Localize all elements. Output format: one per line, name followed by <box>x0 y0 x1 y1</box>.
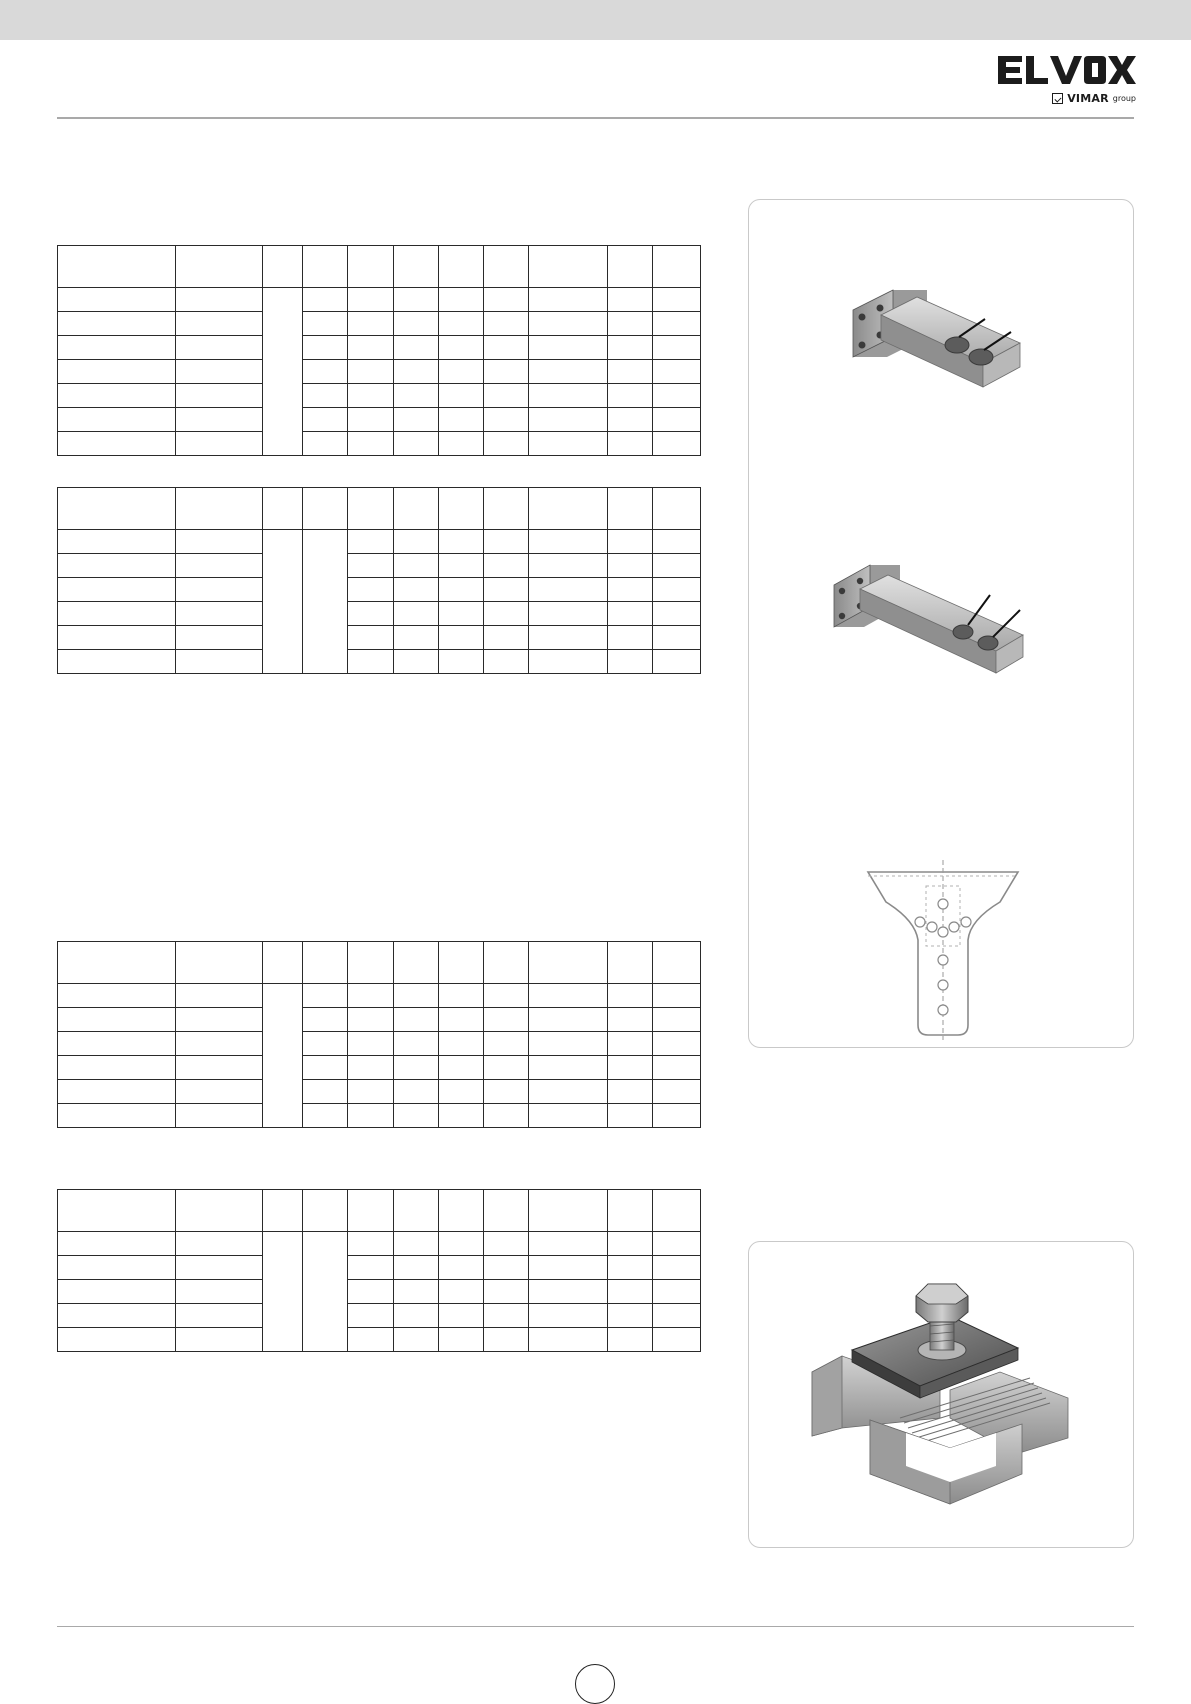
table-row <box>58 626 701 650</box>
table-header-row <box>58 246 701 288</box>
vimar-group-label <box>1052 91 1136 105</box>
spec-table-1 <box>57 245 701 456</box>
vimar-mark-icon <box>1052 93 1063 104</box>
table-row <box>58 1328 701 1352</box>
table-row <box>58 1080 701 1104</box>
table-row <box>58 984 701 1008</box>
group-text: group <box>1112 93 1136 103</box>
table-row <box>58 1304 701 1328</box>
spec-table-2 <box>57 487 701 674</box>
table-row <box>58 1232 701 1256</box>
table-row <box>58 1056 701 1080</box>
table-header-row <box>58 1190 701 1232</box>
header-rule <box>57 117 1134 119</box>
table-row <box>58 530 701 554</box>
table-row <box>58 1280 701 1304</box>
table-row <box>58 408 701 432</box>
spec-table-4 <box>57 1189 701 1352</box>
footer-rule <box>57 1626 1134 1627</box>
table-row <box>58 384 701 408</box>
wall-bracket-short-icon <box>828 555 1028 685</box>
table-row <box>58 336 701 360</box>
spec-table-3 <box>57 941 701 1128</box>
table-row <box>58 1008 701 1032</box>
table-row <box>58 1104 701 1128</box>
table-row <box>58 288 701 312</box>
drilling-template-icon <box>860 860 1025 1040</box>
top-band <box>0 0 1191 40</box>
table-header-row <box>58 488 701 530</box>
table-row <box>58 432 701 456</box>
table-header-row <box>58 942 701 984</box>
table-row <box>58 360 701 384</box>
elvox-logo <box>996 52 1136 108</box>
page-number-circle <box>575 1664 615 1704</box>
table-row <box>58 1256 701 1280</box>
table-row <box>58 312 701 336</box>
table-row <box>58 1032 701 1056</box>
table-row <box>58 578 701 602</box>
table-row <box>58 554 701 578</box>
table-row <box>58 602 701 626</box>
wall-bracket-long-icon <box>845 285 1025 410</box>
rail-clamp-icon <box>800 1278 1080 1508</box>
elvox-wordmark-icon <box>996 52 1136 88</box>
vimar-brand-text: VIMAR <box>1067 91 1109 105</box>
table-row <box>58 650 701 674</box>
